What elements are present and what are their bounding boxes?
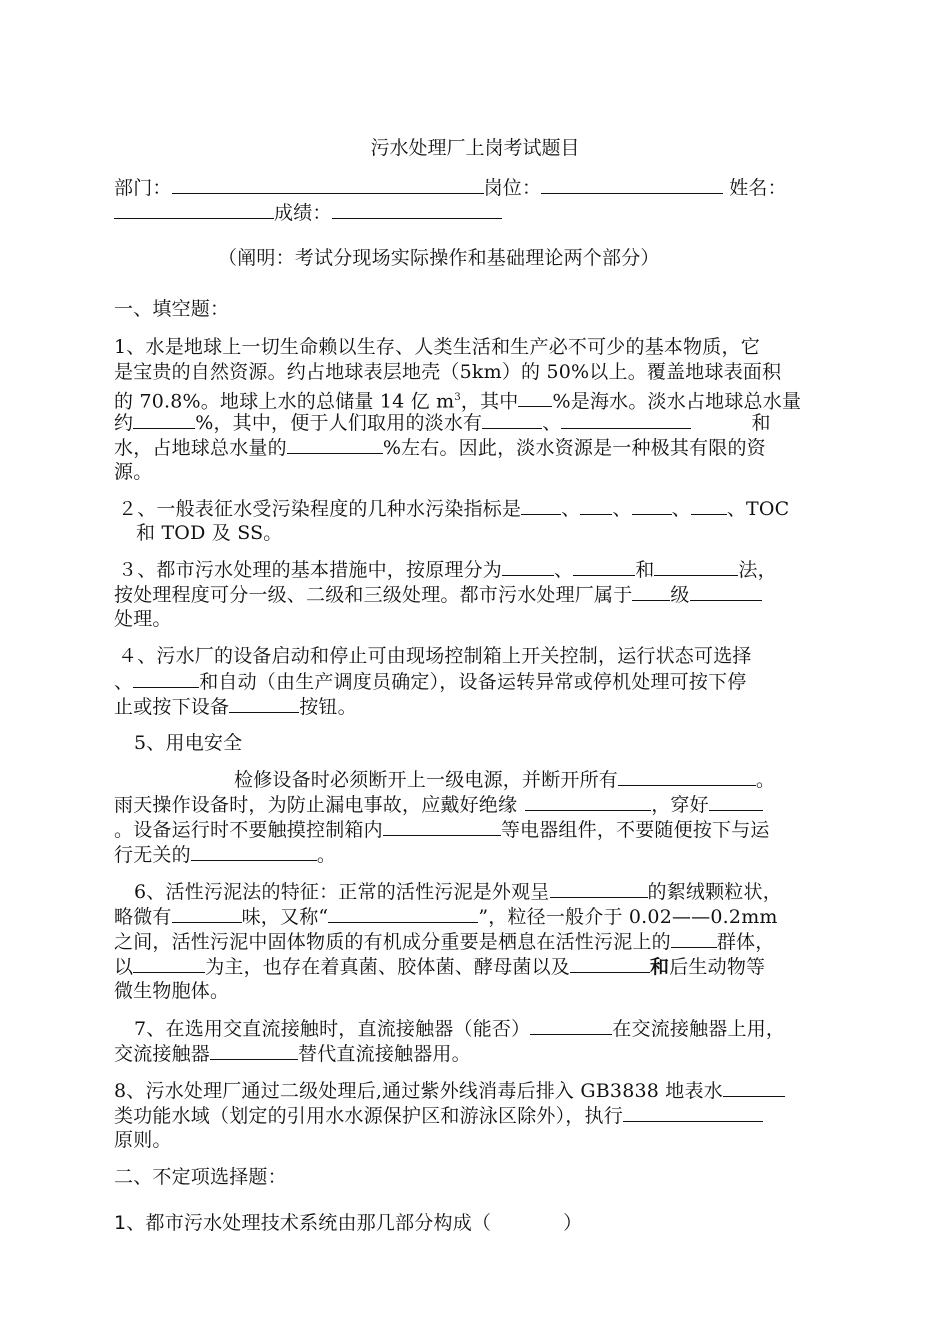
blank[interactable] [518,388,552,407]
q5-line-1 [234,767,775,793]
department-blank[interactable] [172,175,484,194]
blank[interactable] [618,767,756,786]
s2-q1-text: ） [563,1212,583,1234]
separator: 、 [554,559,574,581]
blank[interactable] [133,410,195,429]
blank[interactable] [561,410,691,429]
q5-text: 等电器组件，不要随便按下与运 [500,819,770,841]
blank[interactable] [525,792,651,811]
blank[interactable] [521,496,561,515]
score-blank[interactable] [332,200,502,219]
q5-text: 行无关的 [114,844,191,866]
q2-line-2: 和 TOD 及 SS。 [136,522,283,544]
blank[interactable] [133,954,205,973]
blank[interactable] [550,879,648,898]
q4-text: 止或按下设备 [114,696,230,718]
name-label: 姓名： [729,177,787,199]
q4-line-2 [114,669,747,695]
q6-text: 6、活性污泥法的特征：正常的活性污泥是外观呈 [134,881,550,903]
department-label: 部门： [114,177,172,199]
q5-heading: 5、用电安全 [134,732,243,754]
name-blank[interactable] [114,200,274,219]
q3-text: 按处理程度可分一级、二级和三级处理。都市污水处理厂属于 [114,584,633,606]
blank[interactable] [570,954,650,973]
q5-line-3 [114,817,770,843]
q8-text: 类功能水域（划定的引用水水源保护区和游泳区除外），执行 [114,1105,623,1127]
position-blank[interactable] [541,175,723,194]
q2-line-1 [118,496,789,522]
separator: 、 [671,498,691,520]
q3-text: ３、都市污水处理的基本措施中，按原理分为 [118,559,503,581]
q7-text: 7、在选用交直流接触时，直流接触器（能否） [134,1018,531,1040]
q6-text: 之间，活性污泥中固体物质的有机成分重要是栖息在活性污泥上的 [114,931,671,953]
q1-line-4 [114,410,771,436]
blank[interactable] [328,904,478,923]
exam-note: （阐明：考试分现场实际操作和基础理论两个部分） [218,247,660,269]
q6-text: 以 [114,956,134,978]
separator: 、 [726,498,747,520]
superscript: 3 [454,392,461,403]
blank[interactable] [690,582,762,601]
separator: 、 [561,498,581,520]
q7-text: 交流接触器 [114,1043,211,1065]
q2-text: ２、一般表征水受污染程度的几种水污染指标是 [118,498,522,520]
form-line-1 [114,175,787,201]
q4-text: 按钮。 [299,696,357,718]
q6-text: 为主，也存在着真菌、胶体菌、酵母菌以及 [205,956,571,978]
blank[interactable] [632,582,670,601]
blank[interactable] [172,904,242,923]
q5-text: 雨天操作设备时，为防止漏电事故，应戴好绝缘 [114,794,518,816]
q5-text: ，穿好 [651,794,709,816]
q3-text: 和 [635,559,655,581]
position-label: 岗位： [483,177,542,199]
q1-text: 约 [114,412,134,434]
q1-text: ，其中 [460,390,519,413]
q3-text: 法， [738,559,777,581]
s2-q1 [114,1211,582,1236]
q5-line-2 [114,792,763,818]
q1-line-5 [114,435,766,461]
blank[interactable] [671,929,717,948]
q8-line-1 [114,1078,785,1104]
section1-heading: 一、填空题： [114,298,230,320]
q6-text: 味，又称“ [241,906,329,928]
q1-text: %是海水。淡水占地球总水量 [552,390,802,413]
q1-text: %左右。因此，淡水资源是一种极其有限的资 [382,437,766,459]
q1-text: 和 [751,412,771,434]
q6-line-3 [114,929,774,955]
q1-text: 的 70.8%。地球上水的总储量 14 亿 m [114,390,455,413]
q4-line-1: ４、污水厂的设备启动和停止可由现场控制箱上开关控制，运行状态可选择 [118,645,752,667]
blank[interactable] [133,669,199,688]
q3-text: 级 [670,584,690,606]
q5-text: 。 [756,769,776,791]
q1-text: 、 [542,412,562,434]
page-title: 污水处理厂上岗考试题目 [370,137,580,159]
q3-line-2 [114,582,762,608]
form-line-2 [114,200,502,226]
blank[interactable] [580,496,612,515]
q4-text: 、 [114,671,134,693]
blank[interactable] [654,557,738,576]
blank[interactable] [210,1041,298,1060]
q6-text: 和 [650,956,670,978]
q3-line-3: 处理。 [114,608,172,630]
q6-text: 群体， [716,931,775,953]
q5-text: 。 [316,844,337,866]
q6-line-4 [114,954,765,980]
s2-q1-text: 、都市污水处理技术系统由那几部分构成（ [126,1212,492,1234]
blank[interactable] [229,694,299,713]
blank[interactable] [191,842,317,861]
q7-text: 替代直流接触器用。 [298,1043,471,1065]
q4-line-3 [114,694,357,720]
q1-line-2: 是宝贵的自然资源。约占地球表层地壳（5km）的 50%以上。覆盖地球表面积 [114,361,782,383]
blank[interactable] [287,435,383,454]
q5-text: 检修设备时必须断开上一级电源，并断开所有 [234,769,619,791]
separator: 、 [612,498,632,520]
q6-text: 略微有 [114,906,172,928]
q7-text: 在交流接触器上用， [612,1018,786,1040]
blank[interactable] [723,1078,785,1097]
q7-line-1 [134,1016,785,1042]
question-number: 1 [114,1212,127,1234]
q6-line-1 [134,879,782,905]
section2-heading: 二、不定项选择题： [114,1166,287,1188]
q8-line-2 [114,1103,763,1129]
q2-text: TOC [746,498,790,520]
blank[interactable] [482,410,542,429]
blank[interactable] [530,1016,612,1035]
blank[interactable] [502,557,554,576]
q6-text: 的絮绒颗粒状， [647,881,782,903]
blank[interactable] [383,817,501,836]
q8-line-3: 原则。 [114,1129,172,1151]
q6-line-2 [114,904,778,930]
blank[interactable] [632,496,672,515]
q6-text: ”，粒径一般介于 0.02——0.2mm [478,906,778,928]
q4-text: 和自动（由生产调度员确定），设备运转异常或停机处理可按下停 [199,671,747,693]
q1-text: 水，占地球总水量的 [114,437,287,459]
blank[interactable] [573,557,635,576]
q5-line-4 [114,842,336,868]
q3-line-1 [118,557,777,583]
q6-line-5: 微生物胞体。 [114,980,230,1002]
blank[interactable] [623,1103,763,1122]
q7-line-2 [114,1041,471,1067]
q6-text: 后生动物等 [669,956,766,978]
q1-text: %，其中，便于人们取用的淡水有 [195,412,483,434]
q5-text: 。设备运行时不要触摸控制箱内 [114,819,383,841]
blank[interactable] [691,496,727,515]
score-label: 成绩： [274,202,332,224]
q8-text: 8、污水处理厂通过二级处理后,通过紫外线消毒后排入 GB3838 地表水 [114,1080,723,1102]
q1-line-1: 1、水是地球上一切生命赖以生存、人类生活和生产必不可少的基本物质，它 [114,336,760,358]
blank[interactable] [709,792,763,811]
q1-line-6: 源。 [114,461,153,483]
